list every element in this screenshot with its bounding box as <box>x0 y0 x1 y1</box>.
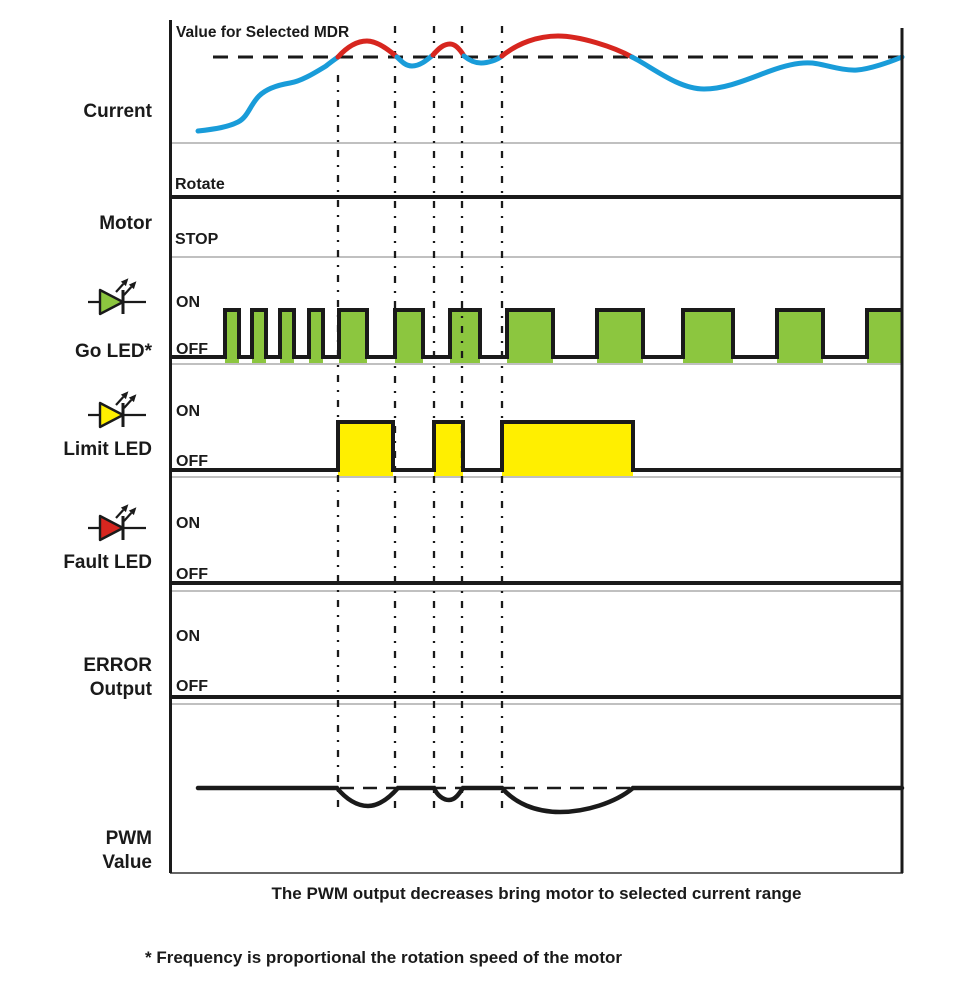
current-curve-below-limit-3 <box>464 56 502 63</box>
limit-led-off-label: OFF <box>176 453 208 470</box>
limit-led-label: Limit LED <box>63 439 152 460</box>
error-output-on-label: ON <box>176 628 200 645</box>
fault-led-on-label: ON <box>176 515 200 532</box>
go-led-off-label: OFF <box>176 341 208 358</box>
go-led-icon <box>88 278 146 314</box>
error-output-label-line2: Output <box>89 678 152 700</box>
motor-rotate-label: Rotate <box>175 176 225 193</box>
error-output-label <box>0 654 152 702</box>
go-led-on-label: ON <box>176 294 200 311</box>
pwm-value-label-line1: PWM <box>105 828 152 849</box>
pwm-value-label-line2: Value <box>102 851 152 873</box>
fault-led-off-label: OFF <box>176 566 208 583</box>
error-output-label-line1: ERROR <box>83 655 152 676</box>
limit-led-on-label: ON <box>176 403 200 420</box>
current-curve-below-limit-1 <box>198 57 338 131</box>
led-icons <box>88 278 146 540</box>
fault-led-icon <box>88 504 146 540</box>
pwm-value-label <box>0 827 152 875</box>
motor-stop-label: STOP <box>175 231 219 248</box>
motor-label: Motor <box>99 213 152 234</box>
mdr-threshold-label: Value for Selected MDR <box>176 24 350 41</box>
go-led-label: Go LED* <box>74 341 152 362</box>
error-output-off-label: OFF <box>176 678 208 695</box>
limit-led-fill <box>338 422 633 476</box>
current-curve-above-limit-1 <box>338 41 397 57</box>
current-curve-below-limit-4 <box>632 57 902 89</box>
current-label: Current <box>83 101 152 122</box>
frequency-footnote: * Frequency is proportional the rotation speed of the motor <box>145 948 622 967</box>
pwm-value-curve <box>198 788 902 812</box>
current-curve-above-limit-3 <box>502 36 632 57</box>
fault-led-label: Fault LED <box>63 552 152 573</box>
led-pulse-fills <box>225 310 903 476</box>
limit-led-icon <box>88 391 146 427</box>
pwm-note-caption: The PWM output decreases bring motor to selected current range <box>271 884 802 903</box>
current-curve-above-limit-2 <box>433 44 464 56</box>
